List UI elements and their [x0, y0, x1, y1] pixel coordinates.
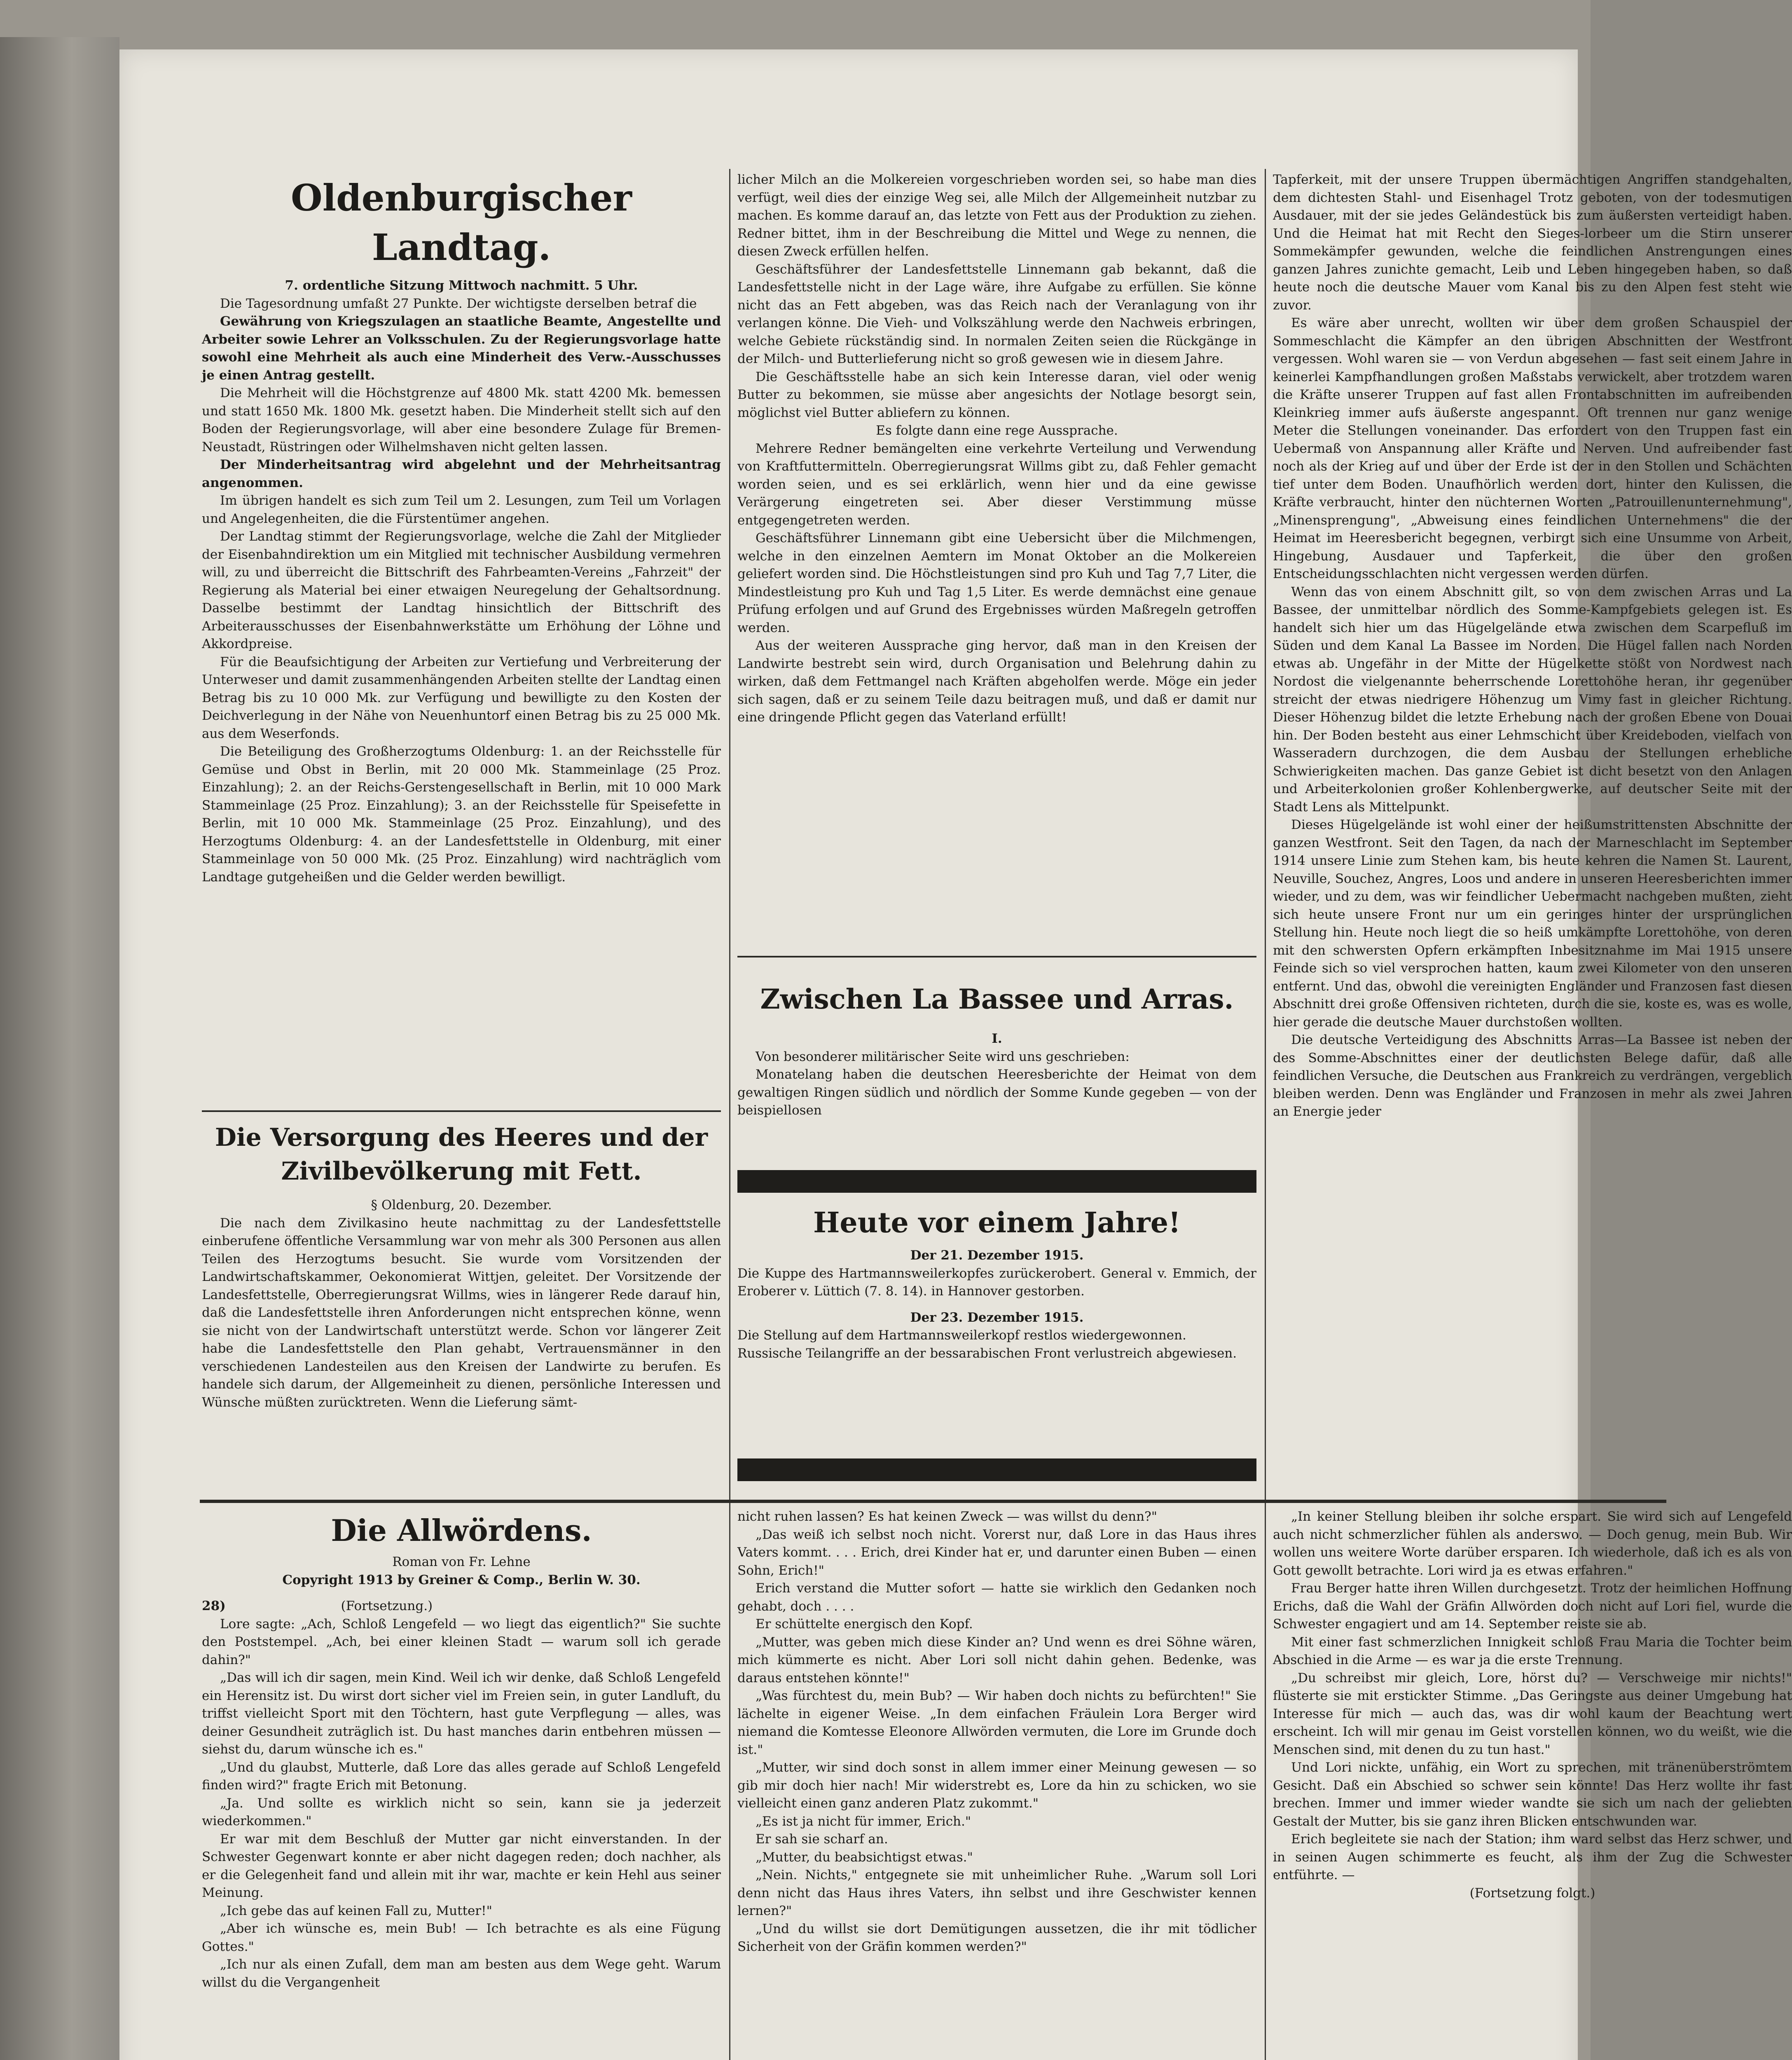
column-middle	[737, 171, 1256, 1003]
novel-para: Frau Berger hatte ihren Willen durchgesetzt. Trotz der heimlichen Hoffnung Erichs, daß die Wahl der Gräfin Allwörden doch nicht auf Lori fiel, wurde die Schwester engagiert und am 14. September reiste sie ab.	[1273, 1581, 1792, 1632]
novel-continuation: (Fortsetzung.)	[341, 1599, 433, 1613]
novel-para: nicht ruhen lassen? Es hat keinen Zweck — was willst du denn?"	[737, 1509, 1157, 1524]
column-right	[1273, 171, 1792, 1539]
novel-para: Und Lori nickte, unfähig, ein Wort zu sprechen, mit tränenüberströmtem Gesicht. Daß ein Abschied so schwer sein könnte! Das Herz wollte ihr fast brechen. Immer und immer wieder wandte sie sich um nach der geliebten Gestalt der Mutter, bis sie ganz ihren Blicken entschwunden war.	[1273, 1760, 1792, 1829]
landtag-subheading: 7. ordentliche Sitzung Mittwoch nachmitt. 5 Uhr.	[285, 278, 638, 293]
heute-bottom-bar	[737, 1458, 1256, 1481]
landtag-para: Der Landtag stimmt der Regierungsvorlage, welche die Zahl der Mitglieder der Eisenbahndirektion um ein Mitglied mit technischer Ausbildung vermehren will, zu und überreicht die Bittschrift des Fahrbeamten-Vereins „Fahrzeit" der Regierung als Material bei einer etwaigen Neuregelung der Gehaltsordnung. Dasselbe bestimmt der Landtag hinsichtlich der Bittschrift des Arbeiterausschusses der Eisenbahnwerkstätte um Erhöhung der Löhne und Akkordpreise.	[202, 529, 721, 651]
novel-para: „Es ist ja nicht für immer, Erich."	[756, 1814, 971, 1829]
feuilleton-rule	[200, 1500, 1666, 1503]
right-para: Die deutsche Verteidigung des Abschnitts Arras—La Bassee ist neben der des Somme-Abschnittes einer der deutlichsten Belege dafür, daß alle feindlichen Versuche, die Deutschen aus Frankreich zu verdrängen, vergeblich bleiben werden. Denn was Engländer und Franzosen in mehr als zwei Jahren an Energie jeder	[1273, 1032, 1792, 1119]
zwischen-para: Von besonderer militärischer Seite wird uns geschrieben:	[756, 1049, 1130, 1064]
landtag-para: Die Tagesordnung umfaßt 27 Punkte. Der wichtigste derselben betraf die	[220, 296, 697, 311]
versorgung-heading: Die Versorgung des Heeres und der Zivilbevölkerung mit Fett.	[215, 1123, 708, 1186]
novel-column-1	[202, 1508, 721, 2060]
column-zwischen	[737, 968, 1256, 1182]
middle-para: licher Milch an die Molkereien vorgeschrieben worden sei, so habe man dies verfügt, weil dies der einzige Weg sei, alle Milch der Allgemeinheit nutzbar zu machen. Es komme darauf an, das letzte von Fett aus der Produktion zu ziehen. Redner bittet, ihm in der Beschreibung die Mittel und Wege zu nennen, die diesen Zweck erfüllen helfen.	[737, 172, 1256, 259]
middle-para: Aus der weiteren Aussprache ging hervor, daß man in den Kreisen der Landwirte bestrebt sein wird, durch Organisation und Belehrung dahin zu wirken, daß dem Fettmangel nach Kräften abgeholfen werde. Möge ein jeder sich sagen, daß er zu seinem Teile dazu beitragen muß, und daß er damit nur eine dringende Pflicht gegen das Vaterland erfüllt!	[737, 638, 1256, 725]
middle-para: Geschäftsführer der Landesfettstelle Linnemann gab bekannt, daß die Landesfettstelle nicht in der Lage wäre, ihre Aufgabe zu erfüllen. Sie könne nicht das an Fett abgeben, was das Reich nach der Veranlagung von ihr verlangen könne. Die Vieh- und Volkszählung werde den Nachweis erbringen, welche Gebiete rückständig sind. In normalen Zeiten seien die Rückgänge in der Milch- und Butterlieferung nicht so groß gewesen wie in diesem Jahre.	[737, 262, 1256, 366]
right-para: Es wäre aber unrecht, wollten wir über dem großen Schauspiel der Sommeschlacht die Kämpfer an den übrigen Abschnitten der Westfront vergessen. Wohl waren sie — von Verdun abgesehen — fast seit einem Jahre in keinerlei Kampfhandlungen großen Maßstabs verwickelt, aber trotzdem waren die Kräfte unserer Truppen auf fast allen Frontabschnitten im aufreibenden Kleinkrieg immer aufs äußerste angespannt. Oft trennen nur ganz wenige Meter die Stellungen voneinander. Das erfordert von den Truppen fast ein Uebermaß von Anspannung aller Kräfte und Nerven. Und aufreibender fast noch als der Krieg auf und über der Erde ist der in den Stollen und Schächten tief unter dem Boden. Unaufhörlich werden dort, hinter den Kulissen, die Kräfte verbraucht, hinter den nüchternen Worten „Patrouillenunternehmung", „Minensprengung", „Abweisung eines feindlichen Unternehmens" die der Heimat im Heeresbericht begegnen, verbirgt sich eine Unsumme von Arbeit, Hingebung, Ausdauer und Tapferkeit, die über den großen Entscheidungsschlachten nicht vergessen werden dürfen.	[1273, 316, 1792, 581]
right-para: Wenn das von einem Abschnitt gilt, so von dem zwischen Arras und La Bassee, der unmittelbar nördlich des Somme-Kampfgebiets gelegen ist. Es handelt sich hier um das Hügelgelände etwa zwischen dem Scarpefluß im Süden und dem Kanal La Bassee im Norden. Die Hügel fallen nach Norden etwas ab. Ungefähr in der Mitte der Hügelkette stößt von Nordwest nach Nordost die vielgenannte beherrschende Lorettohöhe heran, ihr gegenüber streicht der etwas niedrigere Höhenzug um Vimy fast in gleicher Richtung. Dieser Höhenzug bildet die letzte Erhebung nach der großen Ebene von Douai hin. Der Boden besteht aus einer Lehmschicht über Kreideboden, vielfach von Wasseradern durchzogen, die dem Ausbau der Stellungen erhebliche Schwierigkeiten machen. Das ganze Gebiet ist dicht besetzt von den Anlagen und Arbeiterkolonien großer Kohlenbergwerke, auf deutscher Seite mit der Stadt Lens als Mittelpunkt.	[1273, 584, 1792, 815]
novel-para: „Und du glaubst, Mutterle, daß Lore das alles gerade auf Schloß Lengefeld finden wird?" fragte Erich mit Betonung.	[202, 1760, 721, 1793]
novel-para: Lore sagte: „Ach, Schloß Lengefeld — wo liegt das eigentlich?" Sie suchte den Poststempel. „Ach, bei einer kleinen Stadt — warum soll ich gerade dahin?"	[202, 1616, 721, 1667]
landtag-para: Im übrigen handelt es sich zum Teil um 2. Lesungen, zum Teil um Vorlagen und Angelegenheiten, die die Fürstentümer angehen.	[202, 493, 721, 526]
column-divider	[1265, 1508, 1266, 2060]
middle-para: Mehrere Redner bemängelten eine verkehrte Verteilung und Verwendung von Kraftfuttermitteln. Oberregierungsrat Willms gibt zu, daß Fehler gemacht worden seien, und es sei erklärlich, wenn hier und da eine gewisse Verärgerung eingetreten sei. Aber dieser Verstimmung müsse entgegengetreten werden.	[737, 441, 1256, 528]
novel-para: „Aber ich wünsche es, mein Bub! — Ich betrachte es als eine Fügung Gottes."	[202, 1921, 721, 1954]
novel-para: Erich verstand die Mutter sofort — hatte sie wirklich den Gedanken noch gehabt, doch . . . .	[737, 1581, 1256, 1614]
heute-date-2-text: Die Stellung auf dem Hartmannsweilerkopf restlos wiedergewonnen. Russische Teilangriffe an der bessarabischen Front verlustreich abgewiesen.	[737, 1328, 1237, 1361]
novel-para: „Und du willst sie dort Demütigungen aussetzen, die ihr mit tödlicher Sicherheit von der Gräfin kommen werden?"	[737, 1921, 1256, 1954]
zwischen-heading: Zwischen La Bassee und Arras.	[760, 983, 1234, 1015]
heute-top-bar	[737, 1170, 1256, 1193]
novel-para: „Das will ich dir sagen, mein Kind. Weil ich wir denke, daß Schloß Lengefeld ein Herensitz ist. Du wirst dort sicher viel im Freien sein, in guter Landluft, du triffst vielleicht Sport mit den Töchtern, hast gute Verpflegung — alles, was deiner Gesundheit zuträglich ist. Du hast manches darin entbehren müssen — siehst du, darum wünsche ich es."	[202, 1670, 721, 1757]
novel-para: „Nein. Nichts," entgegnete sie mit unheimlicher Ruhe. „Warum soll Lori denn nicht das Haus ihres Vaters, ihn selbst und ihre Geschwister kennen lernen?"	[737, 1868, 1256, 1918]
middle-para: Die Geschäftsstelle habe an sich kein Interesse daran, viel oder wenig Butter zu bekommen, sie müsse aber angesichts der Notlage besorgt sein, möglichst viel Butter abliefern zu können.	[737, 369, 1256, 420]
novel-para: Mit einer fast schmerzlichen Innigkeit schloß Frau Maria die Tochter beim Abschied in die Arme — es war ja die erste Trennung.	[1273, 1634, 1792, 1667]
novel-para: „Mutter, du beabsichtigst etwas."	[756, 1849, 973, 1865]
heute-date-1: Der 21. Dezember 1915.	[910, 1248, 1084, 1263]
zwischen-para: Monatelang haben die deutschen Heeresberichte der Heimat von dem gewaltigen Ringen südlich und nördlich der Somme Kunde gegeben — von der beispiellosen	[737, 1067, 1256, 1118]
novel-para: „In keiner Stellung bleiben ihr solche erspart. Sie wird sich auf Lengefeld auch nicht schmerzlicher fühlen als anderswo. — Doch genug, mein Bub. Wir wollen uns weitere Worte darüber ersparen. Ich wiederhole, daß ich es als von Gott gewollt betrachte. Lori wird ja es etwas erfahren."	[1273, 1509, 1792, 1578]
novel-para: „Ich nur als einen Zufall, dem man am besten aus dem Wege geht. Warum willst du die Vergangenheit	[202, 1957, 721, 1990]
heute-date-1-text: Die Kuppe des Hartmannsweilerkopfes zurückerobert. General v. Emmich, der Eroberer v. Lüttich (7. 8. 14). in Hannover gestorben.	[737, 1266, 1256, 1299]
novel-para: „Mutter, was geben mich diese Kinder an? Und wenn es drei Söhne wären, mich kümmerte es nicht. Aber Lori soll nicht dahin gehen. Bedenke, was daraus entstehen könnte!"	[737, 1634, 1256, 1685]
novel-column-2	[737, 1508, 1256, 2060]
heute-box	[737, 1199, 1256, 1496]
newspaper-page	[119, 49, 1792, 2060]
column-divider	[1265, 169, 1266, 1541]
novel-column-3	[1273, 1508, 1792, 2060]
novel-copyright: Copyright 1913 by Greiner & Comp., Berlin W. 30.	[282, 1572, 641, 1587]
novel-subtitle: Roman von Fr. Lehne	[392, 1554, 531, 1569]
section-rule	[737, 956, 1256, 957]
novel-footer: (Fortsetzung folgt.)	[1469, 1885, 1595, 1901]
novel-para: Erich begleitete sie nach der Station; ihm ward selbst das Herz schwer, und in seinen Augen schimmerte es feucht, als ihm der Zug die Schwester entführte. —	[1273, 1832, 1792, 1882]
novel-number: 28)	[202, 1599, 226, 1613]
landtag-para: Der Minderheitsantrag wird abgelehnt und der Mehrheitsantrag angenommen.	[202, 457, 721, 490]
landtag-heading: Oldenburgischer Landtag.	[291, 176, 632, 269]
right-para: Dieses Hügelgelände ist wohl einer der heißumstrittensten Abschnitte der ganzen Westfront. Seit den Tagen, da nach der Marneschlacht im September 1914 unsere Linie zum Stehen kam, bis heute kehren die Namen St. Laurent, Neuville, Souchez, Angres, Loos und andere in unseren Heeresberichten immer wieder, und zu dem, was wir feindlicher Uebermacht nachgeben mußten, zieht sich heute unsere Front nur um ein geringes hinter der ursprünglichen Stellung hin. Heute noch liegt die so heiß umkämpfte Lorettohöhe, von deren mit den schwersten Opfern erkämpften Inbesitznahme im Mai 1915 unsere Feinde sich so viel versprochen hatten, kaum zwei Kilometer von den unseren entfernt. Und das, obwohl die vereinigten Engländer und Franzosen fast diesen Abschnitt drei große Offensiven richteten, durch die sie, koste es, was es wolle, hier gerade die deutsche Mauer durchstoßen wollten.	[1273, 817, 1792, 1030]
right-para: Tapferkeit, mit der unsere Truppen übermächtigen Angriffen standgehalten, dem dichtesten Stahl- und Eisenhagel Trotz geboten, von der todesmutigen Ausdauer, mit der sie jedes Geländestück bis zum äußersten verteidigt haben. Und die Heimat hat mit Recht den Sieges-lorbeer um die Stirn unserer Sommekämpfer gewunden, welche die feindlichen Anstrengungen eines ganzen Jahres zunichte gemacht, Leib und Leben hingegeben haben, so daß heute noch die deutsche Mauer vom Kanal bis zu den Alpen fest steht wie zuvor.	[1273, 172, 1792, 313]
landtag-para: Gewährung von Kriegszulagen an staatliche Beamte, Angestellte und Arbeiter sowie Lehrer an Volksschulen. Zu der Regierungsvorlage hatte sowohl eine Mehrheit als auch eine Minderheit des Verw.-Ausschusses je einen Antrag gestellt.	[202, 314, 721, 383]
heute-heading: Heute vor einem Jahre!	[813, 1206, 1181, 1239]
novel-para: „Du schreibst mir gleich, Lore, hörst du? — Verschweige mir nichts!" flüsterte sie mit erstickter Stimme. „Das Geringste aus deiner Umgebung hat Interesse für mich — auch das, was dir wohl kaum der Beachtung wert erscheint. Ich will mir genau im Geist vorstellen können, wo du weißt, wie die Menschen sind, mit denen du zu tun hast."	[1273, 1670, 1792, 1757]
novel-number-line	[202, 1597, 721, 1615]
column-landtag	[202, 173, 721, 1133]
novel-para: Er schüttelte energisch den Kopf.	[756, 1617, 973, 1632]
novel-para: „Das weiß ich selbst noch nicht. Vorerst nur, daß Lore in das Haus ihres Vaters kommt. . . . Erich, drei Kinder hat er, und darunter einen Buben — einen Sohn, Erich!"	[737, 1527, 1256, 1578]
section-rule	[202, 1110, 721, 1112]
middle-para: Geschäftsführer Linnemann gibt eine Uebersicht über die Milchmengen, welche in den einzelnen Aemtern im Monat Oktober an die Molkereien geliefert worden sind. Die Höchstleistungen sind pro Kuh und Tag 7,7 Liter, die Mindestleistung pro Kuh und Tag 1,5 Liter. Es werde demnächst eine genaue Prüfung erfolgen und auf Grund des Ergebnisses würden Maßregeln getroffen werden.	[737, 531, 1256, 635]
column-versorgung	[202, 1117, 721, 1545]
novel-para: Er sah sie scharf an.	[756, 1832, 888, 1847]
middle-para: Es folgte dann eine rege Aussprache.	[876, 423, 1118, 438]
heute-date-2: Der 23. Dezember 1915.	[910, 1310, 1084, 1325]
landtag-para: Für die Beaufsichtigung der Arbeiten zur Vertiefung und Verbreiterung der Unterweser und damit zusammenhängenden Arbeiten stellte der Landtag einen Betrag bis zu 10 000 Mk. zur Verfügung und bewilligte zu den Kosten der Deichverlegung in der Nähe von Neuenhuntorf einen Betrag bis zu 25 000 Mk. aus dem Weserfonds.	[202, 654, 721, 741]
novel-heading: Die Allwördens.	[331, 1513, 592, 1548]
landtag-para: Die Beteiligung des Großherzogtums Oldenburg: 1. an der Reichsstelle für Gemüse und Obst in Berlin, mit 20 000 Mk. Stammeinlage (25 Proz. Einzahlung); 2. an der Reichs-Gerstengesellschaft in Berlin, mit 10 000 Mark Stammeinlage (25 Proz. Einzahlung); 3. an der Reichsstelle für Speisefette in Berlin, mit 10 000 Mk. Stammeinlage (25 Proz. Einzahlung), und des Herzogtums Oldenburg: 4. an der Landesfettstelle in Oldenburg, mit einer Stammeinlage von 50 000 Mk. (25 Proz. Einzahlung) wird nachträglich vom Landtage gutgeheißen und die Gelder werden bewilligt.	[202, 744, 721, 885]
column-divider	[729, 169, 730, 1541]
landtag-para: Die Mehrheit will die Höchstgrenze auf 4800 Mk. statt 4200 Mk. bemessen und statt 1650 Mk. 1800 Mk. gesetzt haben. Die Minderheit stellt sich auf den Boden der Regierungsvorlage, will aber eine besondere Zulage für Bremen-Neustadt, Rüstringen oder Wilhelmshaven nicht gelten lassen.	[202, 386, 721, 454]
novel-para: „Ja. Und sollte es wirklich nicht so sein, kann sie ja jederzeit wiederkommen."	[202, 1795, 721, 1828]
novel-para: „Was fürchtest du, mein Bub? — Wir haben doch nichts zu befürchten!" Sie lächelte in eigener Weise. „In dem einfachen Fräulein Lora Berger wird niemand die Komtesse Eleonore Allwörden vermuten, die Lore im Grunde doch ist."	[737, 1688, 1256, 1757]
column-divider	[729, 1508, 730, 2060]
novel-para: „Ich gebe das auf keinen Fall zu, Mutter!"	[220, 1903, 492, 1918]
book-binding	[0, 37, 119, 2060]
versorgung-dateline: § Oldenburg, 20. Dezember.	[371, 1198, 552, 1213]
novel-para: Er war mit dem Beschluß der Mutter gar nicht einverstanden. In der Schwester Gegenwart konnte er aber nicht dagegen reden; doch nachher, als er die Gelegenheit fand und allein mit ihr war, machte er kein Hehl aus seiner Meinung.	[202, 1831, 721, 1900]
zwischen-number: I.	[992, 1031, 1002, 1046]
versorgung-para: Die nach dem Zivilkasino heute nachmittag zu der Landesfettstelle einberufene öffentliche Versammlung war von mehr als 300 Personen aus allen Teilen des Herzogtums besucht. Sie wurde vom Vorsitzenden der Landwirtschaftskammer, Oekonomierat Wittjen, geleitet. Der Vorsitzende der Landesfettstelle, Oberregierungsrat Willms, wies in längerer Rede darauf hin, daß die Landesfettstelle ihren Anforderungen nicht entsprechen könne, wenn sie nicht von der Landwirtschaft unterstützt werde. Schon vor längerer Zeit habe die Landesfettstelle den Plan gehabt, Vertrauensmänner in den verschiedenen Landesteilen aus den Kreisen der Landwirte zu berufen. Es handele sich darum, der Allgemeinheit zu dienen, persönliche Interessen und Wünsche müßten zurücktreten. Wenn die Lieferung sämt-	[202, 1215, 721, 1410]
novel-para: „Mutter, wir sind doch sonst in allem immer einer Meinung gewesen — so gib mir doch hier nach! Mir widerstrebt es, Lore da hin zu schicken, wo sie vielleicht einen ganz anderen Platz zukommt."	[737, 1760, 1256, 1811]
